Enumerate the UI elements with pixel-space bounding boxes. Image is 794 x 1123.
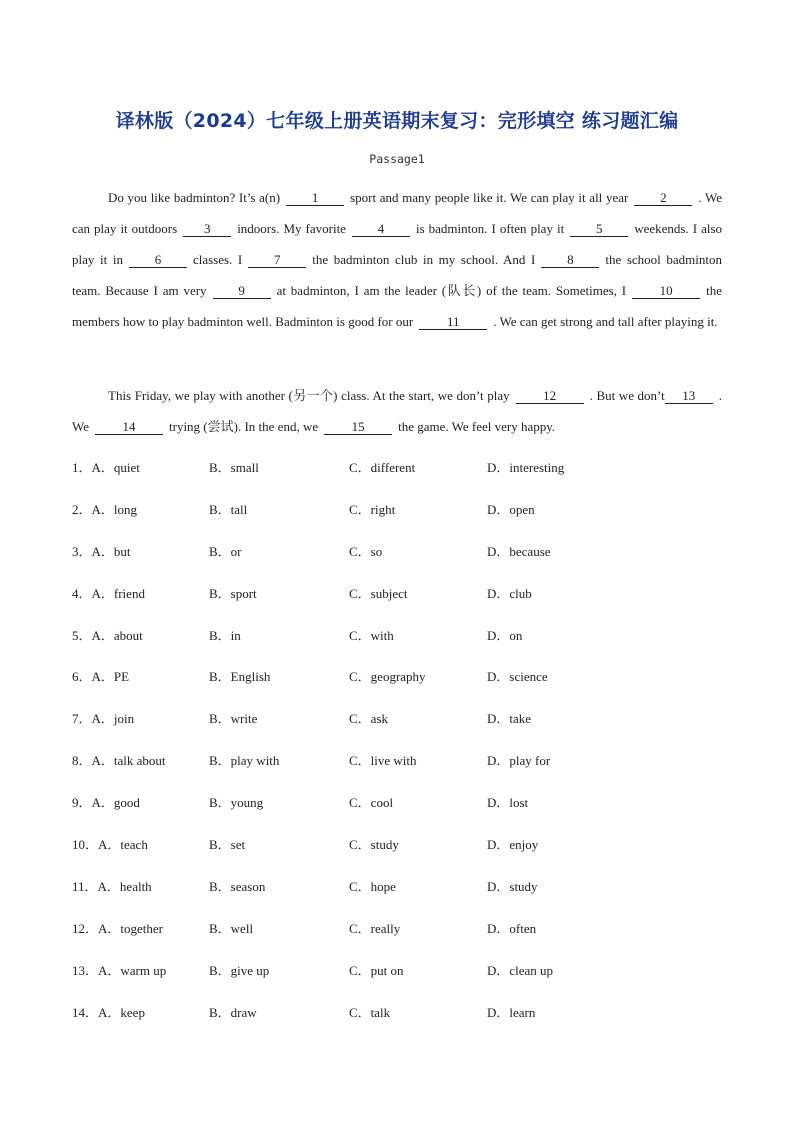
blank-5: 5 [570,222,628,237]
option-c: C．ask [349,711,389,727]
option-a: 2．A．long [72,501,138,517]
option-b: B．play with [209,753,280,769]
blank-4: 4 [352,222,410,237]
option-d: D．learn [487,1004,536,1020]
question-row [72,581,722,623]
option-c: C．geography [349,669,426,685]
question-row [72,1000,722,1042]
question-row [72,832,722,874]
blank-6: 6 [129,253,187,268]
option-a: 10．A．teach [72,837,148,853]
option-a: 8．A．talk about [72,753,166,769]
question-row [72,539,722,581]
option-b: B．English [209,669,271,685]
question-row [72,748,722,790]
option-c: C．different [349,460,416,475]
question-row [72,706,722,748]
option-b: B．season [209,878,266,894]
blank-10: 10 [632,284,700,299]
passage-paragraph-1: Do you like badminton? It’s a(n) 1 sport and many people like it. We can play it all year 2 . We can play it outdoors 3 indoors. My favorite 4 is badminton. I often play it 5 weekends. I also play it in 6 classes. I 7 the badminton club in my school. And I 8 the school badminton team. Because I am very 9 at badminton, I am the leader (队长) of the team. Sometimes, I 10 the members how to play badminton well. Badminton is good for our 11 . We can get strong and tall after playing it. [72,190,723,329]
option-a: 6．A．PE [72,669,130,685]
question-row [72,958,722,1000]
blank-9: 9 [213,284,271,299]
option-d: D．interesting [487,460,565,475]
option-d: D．science [487,669,548,685]
option-c: C．talk [349,1004,391,1020]
option-d: D．study [487,878,538,894]
option-a: 7．A．join [72,711,135,727]
question-row [72,916,722,958]
option-d: D．take [487,711,532,727]
question-row [72,664,722,706]
option-d: D．play for [487,753,551,769]
option-c: C．study [349,837,399,853]
option-a: 12．A．together [72,920,163,936]
blank-2: 2 [634,191,692,206]
question-row [72,874,722,916]
blank-14: 14 [95,420,163,435]
option-c: C．cool [349,795,394,811]
option-d: D．open [487,501,535,517]
option-b: B．draw [209,1004,257,1020]
option-b: B．give up [209,962,270,978]
question-options-list [72,455,722,1041]
option-a: 9．A．good [72,795,140,811]
option-c: C．so [349,543,383,559]
option-b: B．young [209,795,264,811]
option-b: B．set [209,837,246,853]
option-c: C．right [349,501,396,517]
option-c: C．really [349,920,401,936]
option-c: C．subject [349,585,408,601]
question-row [72,790,722,832]
blank-12: 12 [516,389,584,404]
option-c: C．put on [349,962,404,978]
option-d: D．often [487,920,537,936]
option-c: C．with [349,627,394,643]
option-c: C．hope [349,878,396,894]
option-b: B．sport [209,585,257,601]
option-b: B．write [209,711,258,727]
option-a: 11．A．health [72,878,152,894]
option-d: D．because [487,543,551,559]
blank-11: 11 [419,315,487,330]
option-d: D．lost [487,795,529,811]
option-b: B．small [209,460,259,475]
option-a: 5．A．about [72,627,143,643]
option-d: D．enjoy [487,837,539,853]
option-b: B．in [209,627,241,643]
option-d: D．clean up [487,962,554,978]
option-a: 3．A．but [72,543,131,559]
option-a: 14．A．keep [72,1004,145,1020]
blank-7: 7 [248,253,306,268]
blank-3: 3 [183,222,231,237]
blank-8: 8 [541,253,599,268]
blank-1: 1 [286,191,344,206]
blank-13: 13 [665,389,713,404]
passage-label: Passage1 [369,152,425,166]
question-row [72,497,722,539]
option-d: D．club [487,585,532,601]
option-c: C．live with [349,753,417,769]
option-b: B．or [209,543,242,559]
option-a: 13．A．warm up [72,962,167,978]
document-title: 译林版（2024）七年级上册英语期末复习：完形填空 练习题汇编 [115,110,679,132]
option-b: B．tall [209,501,248,517]
option-b: B．well [209,920,254,936]
blank-15: 15 [324,420,392,435]
question-row [72,623,722,665]
passage-paragraph-2: This Friday, we play with another (另一个) class. At the start, we don’t play 12 . But we don’t 13 . We 14 trying (尝试). In the end, we 15 the game. We feel very happy. [72,388,723,434]
option-a: 1．A．quiet [72,460,140,475]
option-a: 4．A．friend [72,585,145,601]
option-d: D．on [487,627,523,643]
question-row [72,455,722,497]
